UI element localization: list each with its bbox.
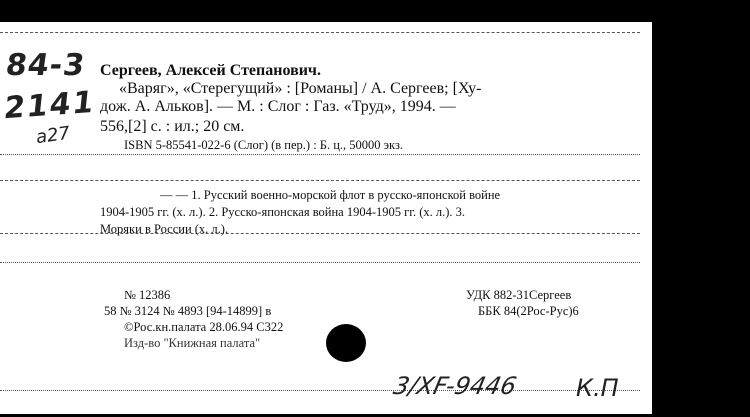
subjects-line-1: — — 1. Русский военно-морской флот в русско-японской войне — [160, 188, 501, 202]
handwritten-shelf-mark-low: a27 — [34, 122, 72, 149]
ink-blot — [326, 324, 366, 362]
rule-line — [0, 180, 640, 181]
isbn-line: ISBN 5-85541-022-6 (Слог) (в пер.) : Б. ц., 50000 экз. — [124, 138, 404, 152]
rule-line — [0, 32, 640, 33]
udk-code: УДК 882-31Сергеев — [466, 288, 572, 302]
title-line-1: «Варяг», «Стерегущий» : [Романы] / А. Сергеев; [Ху- — [119, 80, 482, 97]
handwritten-initials: К.П — [576, 374, 619, 402]
handwritten-shelf-mark-top: 84-3 — [3, 48, 88, 83]
rule-line — [0, 262, 640, 263]
subjects-line-3: Моряки в России (х. л.). — [100, 222, 229, 236]
subjects-line-2: 1904-1905 гг. (х. л.). 2. Русско-японская война 1904-1905 гг. (х. л.). 3. — [100, 205, 466, 219]
handwritten-inventory-note: 3/XF-9446 — [391, 372, 520, 400]
bbk-code: ББК 84(2Рос-Рус)6 — [478, 304, 579, 318]
author-heading: Сергеев, Алексей Степанович. — [100, 62, 321, 79]
title-line-3: 556,[2] с. : ил.; 20 см. — [100, 118, 245, 135]
publisher-line: Изд-во "Книжная палата" — [124, 336, 261, 350]
rule-line — [0, 390, 640, 391]
rule-line — [0, 154, 640, 155]
card-number: № 12386 — [124, 288, 171, 302]
catalog-card — [0, 22, 652, 414]
copyright-line: ©Рос.кн.палата 28.06.94 С322 — [124, 320, 284, 334]
handwritten-shelf-mark-mid: 2141 — [2, 84, 98, 127]
order-line: 58 № 3124 № 4893 [94-14899] в — [104, 304, 272, 318]
title-line-2: дож. А. Альков]. — М. : Слог : Газ. «Труд», 1994. — — [100, 98, 456, 115]
rule-line — [0, 233, 640, 234]
